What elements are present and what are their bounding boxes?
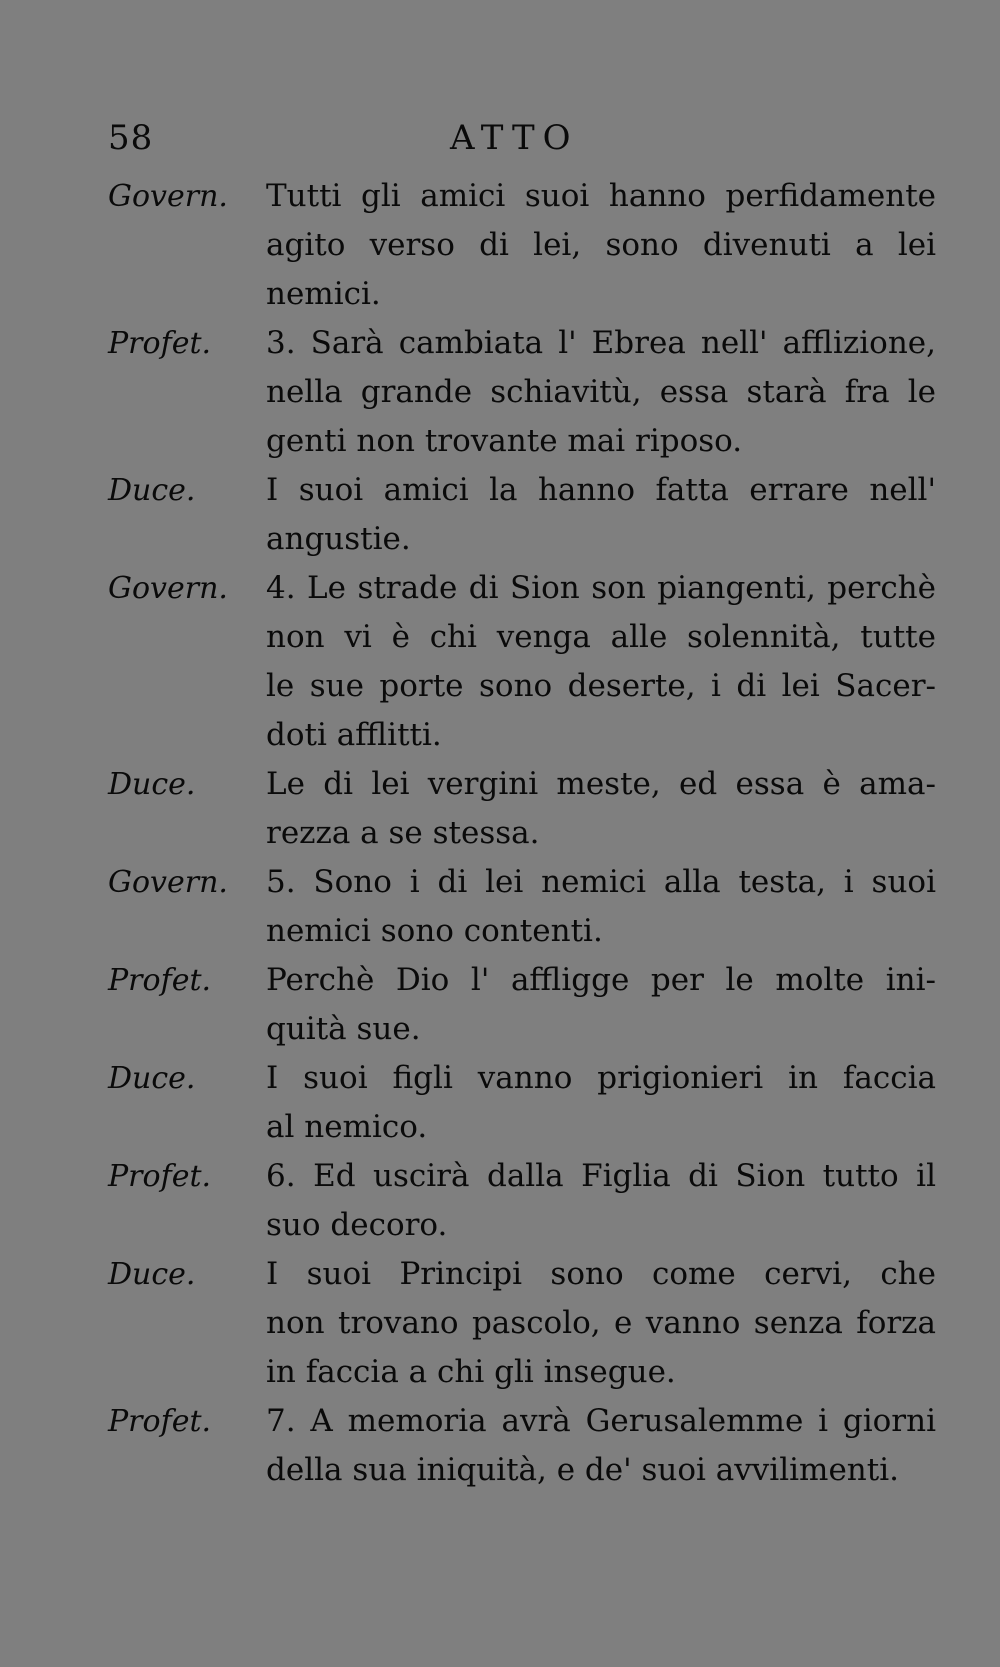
dialogue-line: Perchè Dio l' affligge per le molte ini- <box>266 962 936 998</box>
dialogue-line: genti non trovante mai riposo. <box>266 423 743 459</box>
page-number: 58 <box>108 118 154 158</box>
dialogue-line: 6. Ed uscirà dalla Figlia di Sion tutto il <box>266 1158 936 1194</box>
dialogue-line: nemici. <box>266 276 381 312</box>
dialogue-line: 7. A memoria avrà Gerusalemme i giorni <box>266 1403 936 1439</box>
dialogue-line: 4. Le strade di Sion son piangenti, perchè <box>266 570 936 606</box>
speaker-name: Profet. <box>108 1404 212 1439</box>
speaker-name: Profet. <box>108 326 212 361</box>
dialogue-line: I suoi figli vanno prigionieri in faccia <box>266 1060 936 1096</box>
dialogue-line: non vi è chi venga alle solennità, tutte <box>266 619 936 655</box>
dialogue-line: I suoi Principi sono come cervi, che <box>266 1256 936 1292</box>
dialogue-line: non trovano pascolo, e vanno senza forza <box>266 1305 936 1341</box>
dialogue-line: suo decoro. <box>266 1207 448 1243</box>
dialogue-line: rezza a se stessa. <box>266 815 540 851</box>
dialogue-line: Tutti gli amici suoi hanno perfidamente <box>266 178 936 214</box>
speaker-name: Govern. <box>108 179 228 214</box>
dialogue-line: in faccia a chi gli insegue. <box>266 1354 676 1390</box>
dialogue-line: agito verso di lei, sono divenuti a lei <box>266 227 936 263</box>
dialogue-line: 5. Sono i di lei nemici alla testa, i suoi <box>266 864 936 900</box>
dialogue-line: quità sue. <box>266 1011 421 1047</box>
speaker-name: Duce. <box>108 1257 196 1292</box>
dialogue-line: nemici sono contenti. <box>266 913 603 949</box>
dialogue-line: nella grande schiavitù, essa starà fra le <box>266 374 936 410</box>
dialogue-line: le sue porte sono deserte, i di lei Sacer- <box>266 668 936 704</box>
speaker-name: Duce. <box>108 1061 196 1096</box>
running-head: ATTO <box>450 118 579 158</box>
dialogue-line: I suoi amici la hanno fatta errare nell' <box>266 472 936 508</box>
speaker-name: Govern. <box>108 865 228 900</box>
dialogue-line: doti afflitti. <box>266 717 442 753</box>
dialogue-line: 3. Sarà cambiata l' Ebrea nell' afflizione, <box>266 325 936 361</box>
speaker-name: Profet. <box>108 1159 212 1194</box>
dialogue-line: Le di lei vergini meste, ed essa è ama- <box>266 766 936 802</box>
speaker-name: Duce. <box>108 473 196 508</box>
dialogue-line: angustie. <box>266 521 411 557</box>
speaker-name: Profet. <box>108 963 212 998</box>
speaker-name: Duce. <box>108 767 196 802</box>
dialogue-line: al nemico. <box>266 1109 428 1145</box>
dialogue-line: della sua iniquità, e de' suoi avvilimenti. <box>266 1452 899 1488</box>
speaker-name: Govern. <box>108 571 228 606</box>
